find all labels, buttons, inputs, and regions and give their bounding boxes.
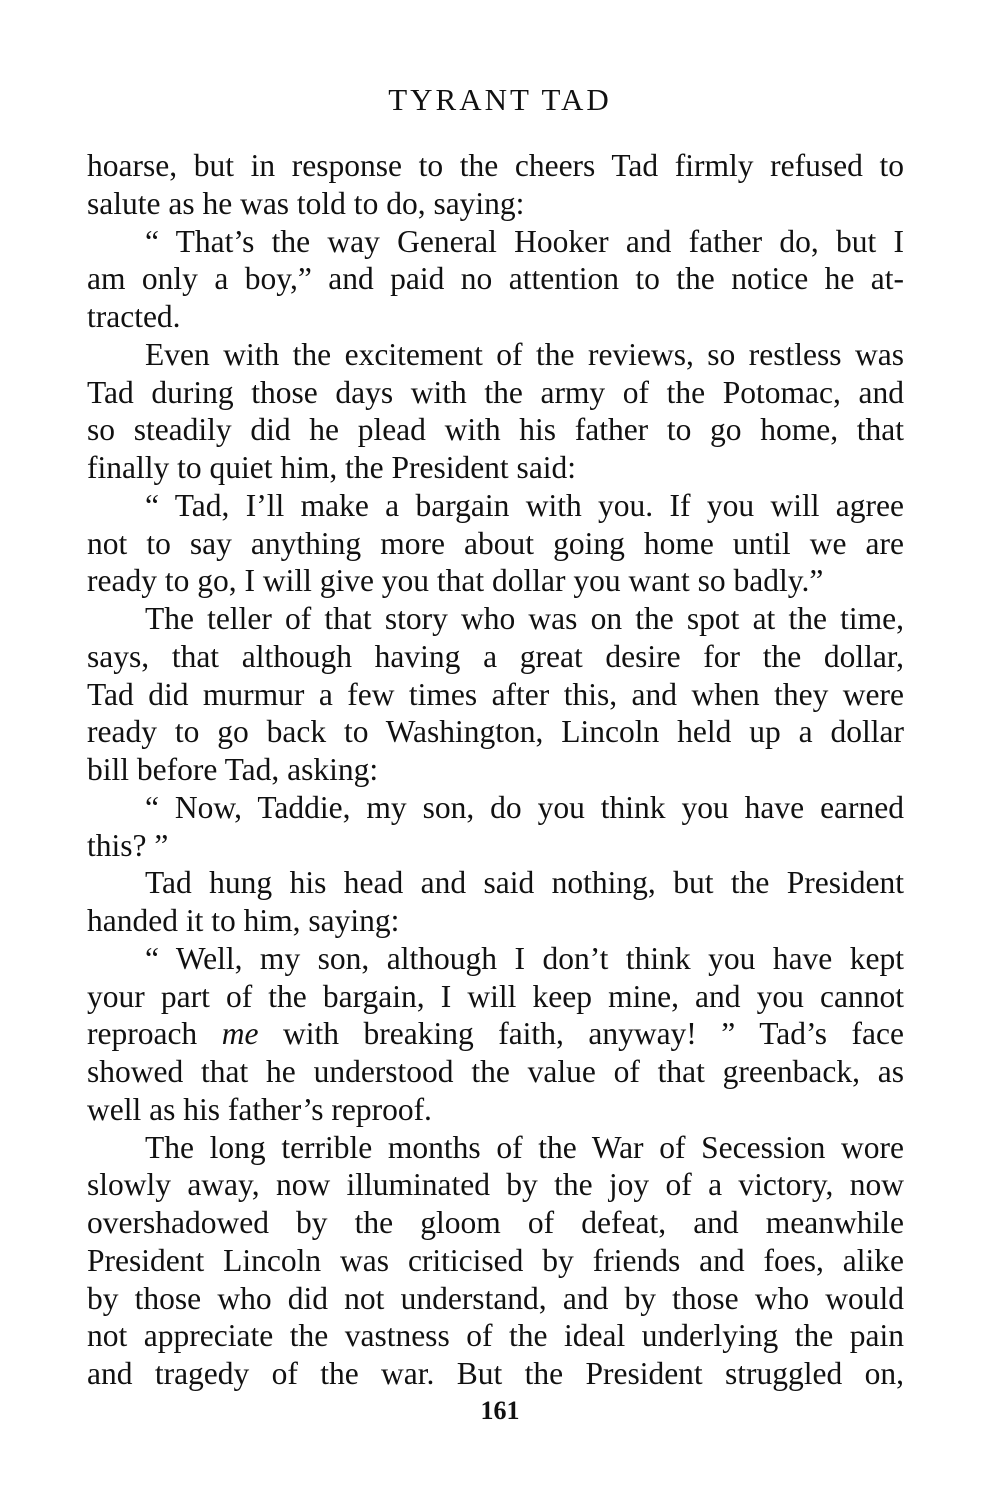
text-line [87,1053,904,1091]
text-line [87,449,904,487]
text-line [87,827,904,865]
text-line [87,1091,904,1129]
text-line [87,600,904,638]
text-line [87,1280,904,1318]
text-line-segment: showed that he understood the value of that greenback, as [87,1054,904,1089]
text-line [87,1242,904,1280]
text-line-segment: The long terrible months of the War of Secession wore [145,1129,904,1165]
text-line-segment: “ Now, Taddie, my son, do you think you have earned [145,789,904,825]
text-line [87,374,904,412]
text-line-segment: so steadily did he plead with his father to go home, that [87,412,904,448]
text-line [87,1355,904,1393]
text-line [87,411,904,449]
running-head: TYRANT TAD [388,82,612,117]
text-line [87,562,904,600]
text-line [87,260,904,298]
text-line [87,487,904,525]
text-line-segment: ready to go, I will give you that dollar you want so badly.” [87,563,824,599]
text-line-segment: The teller of that story who was on the spot at the time, [145,601,904,636]
text-line-segment: ready to go back to Washington, Lincoln held up a dollar [87,714,904,750]
text-line [87,940,904,978]
text-line-segment: your part of the bargain, I will keep mine, and you cannot [87,978,904,1014]
text-line [87,638,904,676]
text-line [87,713,904,751]
italic-word: me [221,1016,259,1052]
text-line-segment: “ That’s the way General Hooker and father do, but I [145,223,904,259]
text-line-segment: hoarse, but in response to the cheers Tad firmly refused to [87,148,904,183]
body-text [87,147,904,1393]
text-line [87,1317,904,1355]
text-line-segment: am only a boy,” and paid no attention to the notice he at- [87,261,904,297]
text-line-segment: bill before Tad, asking: [87,752,379,787]
text-line-segment: reproach [87,1016,222,1052]
text-line-segment: Tad during those days with the army of the Potomac, and [87,374,904,410]
text-line-segment: not appreciate the vastness of the ideal underlying the pain [87,1318,904,1354]
text-line [87,978,904,1016]
text-line-segment: Tad hung his head and said nothing, but the President [145,865,904,901]
text-line [87,902,904,940]
text-line [87,1204,904,1242]
text-line-segment: “ Tad, I’ll make a bargain with you. If you will agree [145,487,904,523]
text-line [87,676,904,714]
text-line-segment: and tragedy of the war. But the President struggled on, [87,1356,904,1391]
text-line-segment: handed it to him, saying: [87,903,400,938]
text-line [87,1015,904,1053]
text-line-segment: slowly away, now illuminated by the joy of a victory, now [87,1167,904,1203]
text-line-segment: President Lincoln was criticised by friends and foes, alike [87,1242,904,1278]
text-line [87,336,904,374]
text-line-segment: finally to quiet him, the President said: [87,450,577,485]
text-line [87,864,904,902]
text-line-segment: with breaking faith, anyway! ” Tad’s face [258,1016,904,1052]
text-line-segment: overshadowed by the gloom of defeat, and meanwhile [87,1205,904,1240]
text-line-segment: Tad did murmur a few times after this, and when they were [87,676,904,712]
text-line-segment: “ Well, my son, although I don’t think you have kept [145,940,904,976]
text-line [87,789,904,827]
text-line [87,751,904,789]
text-line [87,185,904,223]
text-line-segment: tracted. [87,299,181,334]
text-line [87,147,904,185]
text-line [87,223,904,261]
text-line-segment: well as his father’s reproof. [87,1091,432,1127]
text-line-segment: Even with the excitement of the reviews, so restless was [145,336,904,372]
text-line-segment: says, that although having a great desire for the dollar, [87,638,904,674]
text-line-segment: by those who did not understand, and by those who would [87,1280,904,1316]
text-line-segment: not to say anything more about going home until we are [87,525,904,561]
text-line [87,298,904,336]
text-line [87,1129,904,1167]
page-number: 161 [480,1396,520,1425]
text-line [87,1166,904,1204]
text-line-segment: this? ” [87,827,169,863]
text-line [87,525,904,563]
text-line-segment: salute as he was told to do, saying: [87,185,525,221]
